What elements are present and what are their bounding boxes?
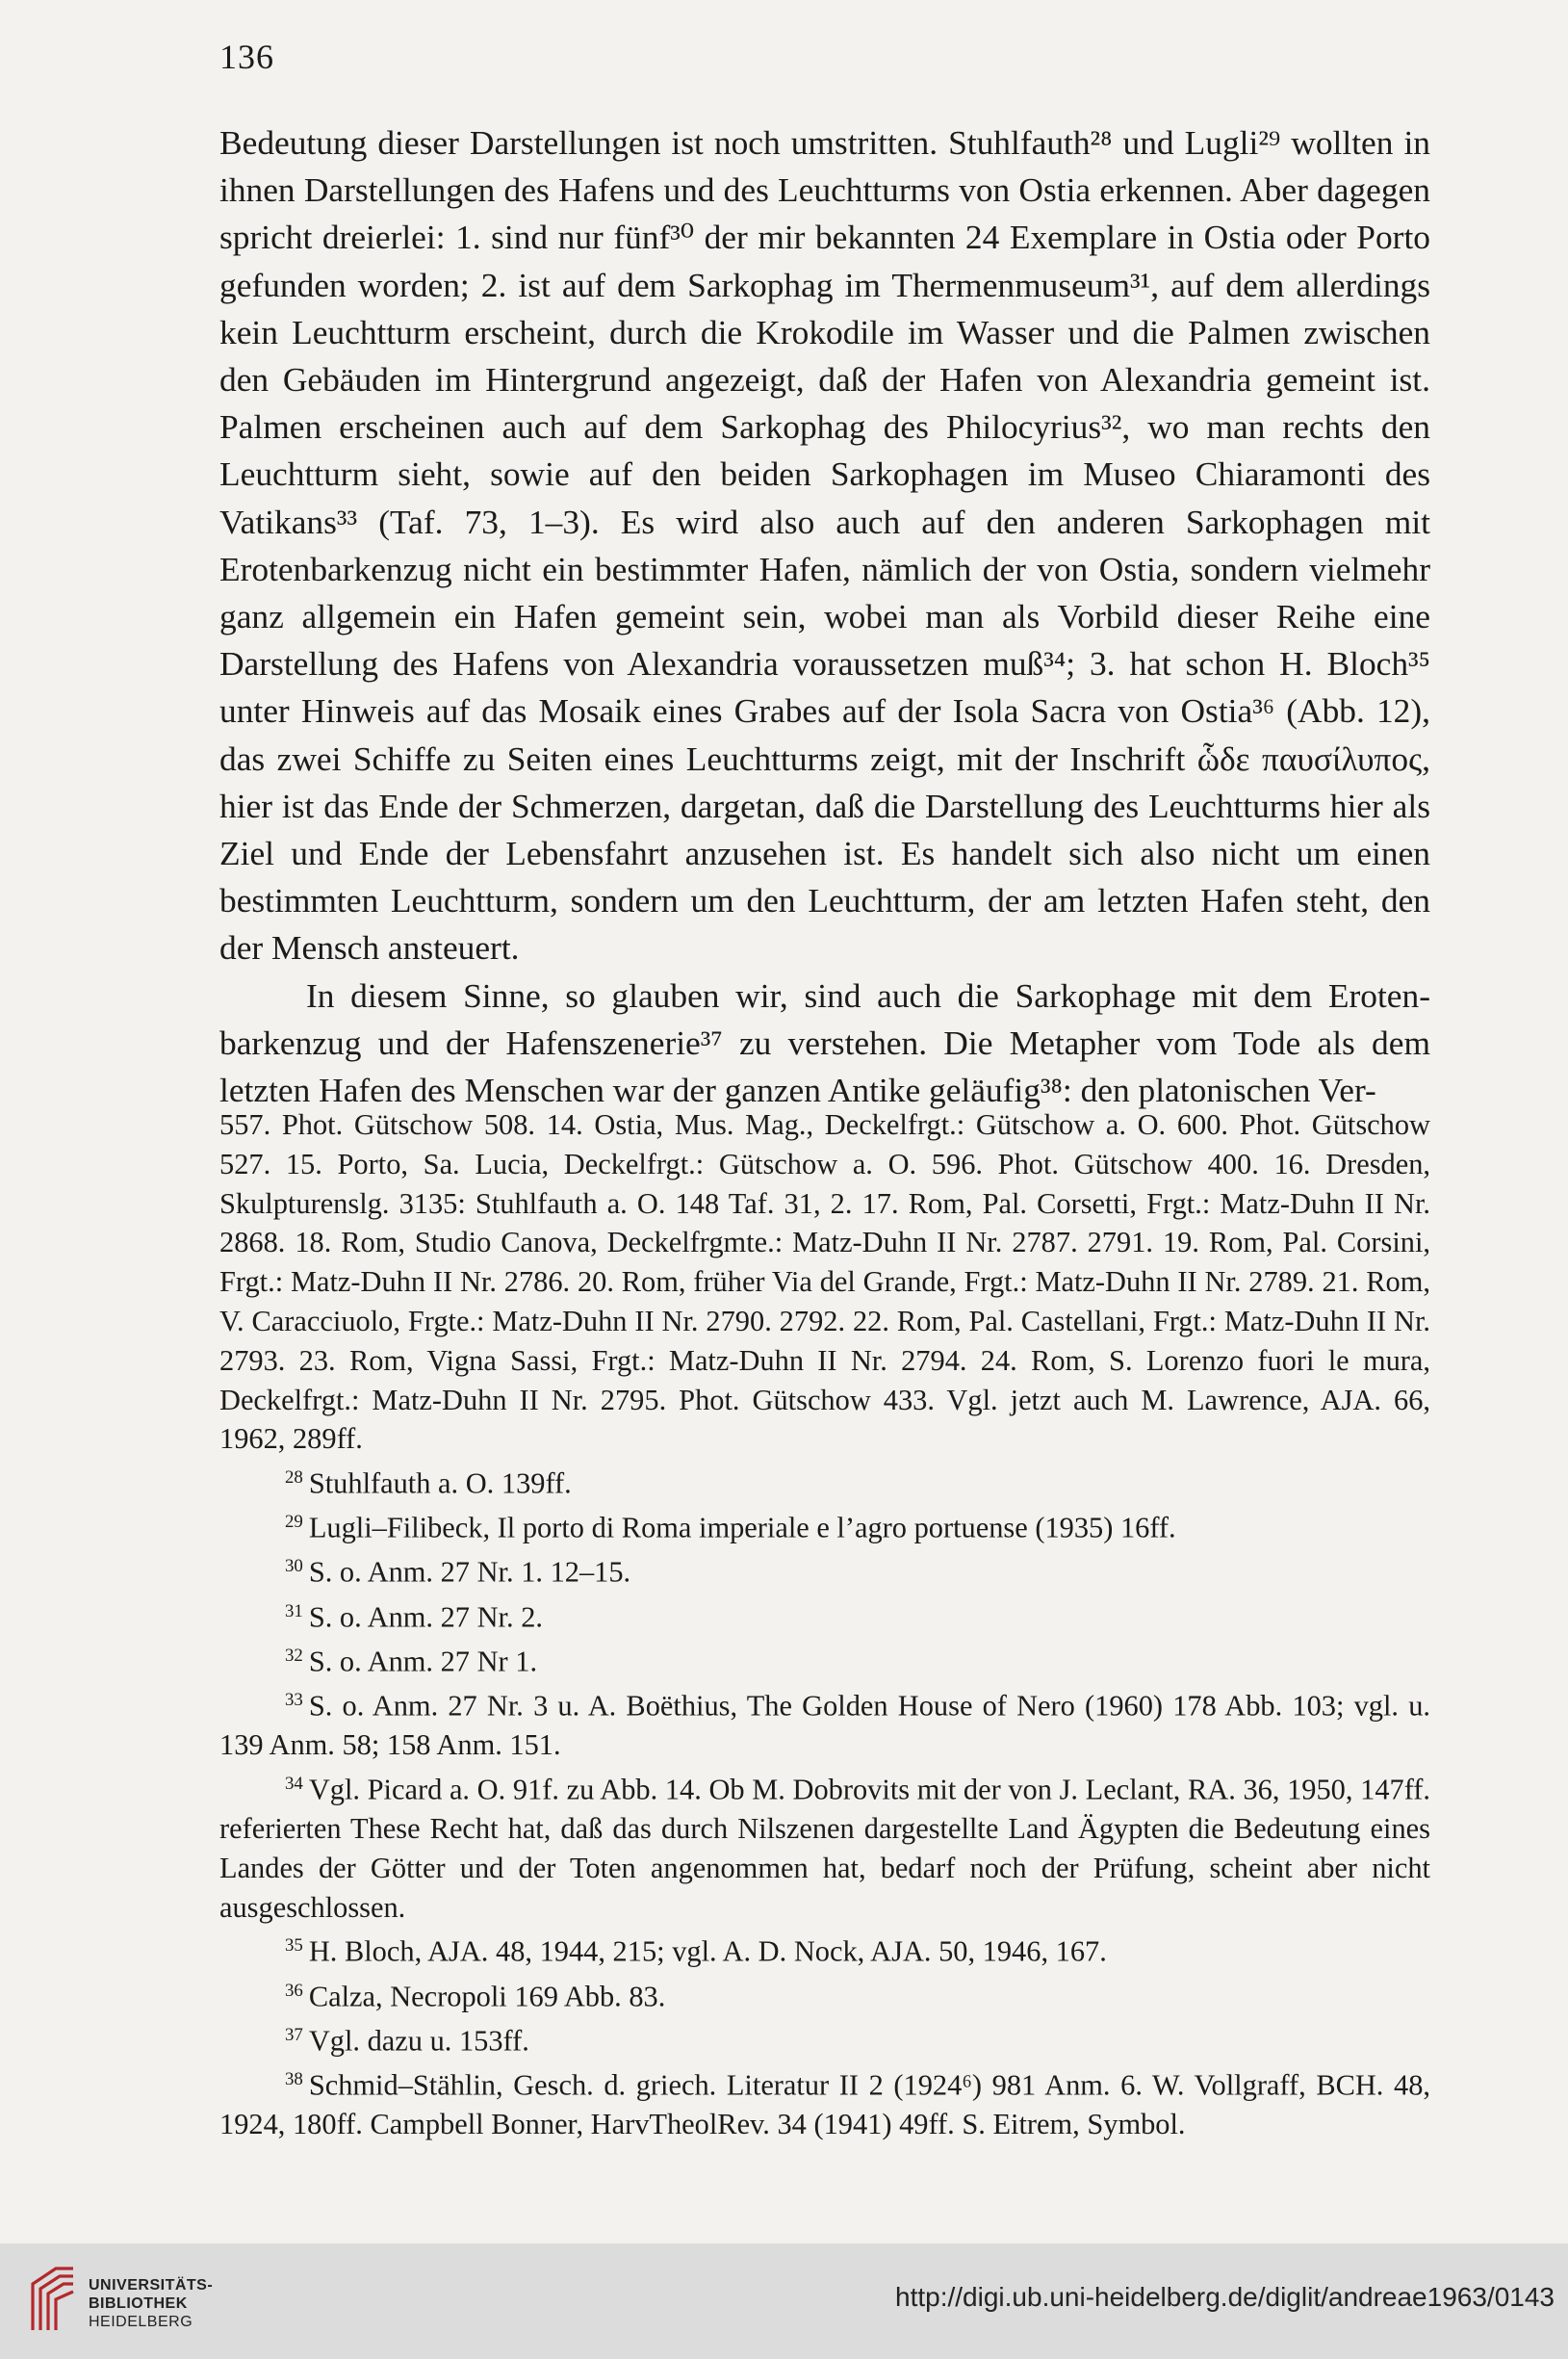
library-logo-icon [27,2263,79,2334]
footnote-number: 37 [285,2024,303,2045]
footnote [219,1765,1430,1928]
footnote-continuation: 557. Phot. Gütschow 508. 14. Ostia, Mus. Mag., Deckelfrgt.: Gütschow a. O. 600. Phot. Gütschow 527. 15. Porto, Sa. Lucia, Deckelfrgt.: Gütschow a. O. 596. Phot. Gütschow 400. 16. Dresden, Skulpturenslg. 3135: Stuhlfauth a. O. 148 Taf. 31, 2. 17. Rom, Pal. Corsetti, Frgt.: Matz-Duhn II Nr. 2868. 18. Rom, Studio Canova, Deckelfrgmte.: Matz-Duhn II Nr. 2787. 2791. 19. Rom, Pal. Corsini, Frgt.: Matz-Duhn II Nr. 2786. 20. Rom, früher Via del Grande, Frgt.: Matz-Duhn II Nr. 2789. 21. Rom, V. Caracciuolo, Frgte.: Matz-Duhn II Nr. 2790. 2792. 22. Rom, Pal. Castellani, Frgt.: Matz-Duhn II Nr. 2793. 23. Rom, Vigna Sassi, Frgt.: Matz-Duhn II Nr. 2794. 24. Rom, S. Lorenzo fuori le mura, Deckelfrgt.: Matz-Duhn II Nr. 2795. Phot. Gütschow 433. Vgl. jetzt auch M. Lawrence, AJA. 66, 1962, 289ff. [219,1108,1430,1456]
library-name-line: UNIVERSITÄTS- [89,2277,214,2294]
body-text [219,119,1430,1114]
footnote-number: 28 [285,1467,303,1489]
footnote [219,1503,1430,1547]
footnote [219,1593,1430,1637]
footnote-number: 29 [285,1512,303,1533]
footnote [219,1972,1430,2016]
footnote [219,1637,1430,1681]
footnote-text: S. o. Anm. 27 Nr. 2. [308,1600,543,1633]
footnote-text: Vgl. Picard a. O. 91f. zu Abb. 14. Ob M. Dobrovits mit der von J. Leclant, RA. 36, 1950, 147ff. referierten These Recht hat, daß das durch Nilszenen dargestellte Land Ägypten die Bedeutung eines Landes der Götter und der Toten angenommen hat, bedarf noch der Prüfung, scheint aber nicht ausgeschlossen. [219,1773,1430,1924]
footnote-number: 31 [285,1600,303,1621]
footnote-number: 38 [285,2068,303,2089]
footnote [219,2016,1430,2061]
footnote-text: S. o. Anm. 27 Nr. 3 u. A. Boëthius, The Golden House of Nero (1960) 178 Abb. 103; vgl. u. 139 Anm. 58; 158 Anm. 151. [219,1689,1430,1762]
body-paragraph: In diesem Sinne, so glauben wir, sind auch die Sarkophage mit dem Erotenbarkenzug und der Hafenszenerie³⁷ zu verstehen. Die Metapher vom Tode als dem letzten Hafen des Menschen war der ganzen Antike geläufig³⁸: den platonischen Ver- [219,975,1430,1110]
footnote-text: S. o. Anm. 27 Nr. 1. 12–15. [308,1555,631,1589]
footnotes [219,1105,1430,2144]
footnote [219,2061,1430,2144]
library-name-line: BIBLIOTHEK [89,2295,188,2312]
footnote-number: 32 [285,1645,303,1666]
footnote-number: 36 [285,1980,303,2001]
library-name [89,2276,213,2331]
library-name-line: HEIDELBERG [89,2314,193,2330]
footnote-number: 35 [285,1935,303,1957]
footnote-text: Schmid–Stählin, Gesch. d. griech. Literatur II 2 (1924⁶) 981 Anm. 6. W. Vollgraff, BCH. 48, 1924, 180ff. Campbell Bonner, HarvTheolRev. 34 (1941) 49ff. S. Eitrem, Symbol. [219,2068,1430,2141]
footnote-number: 34 [285,1773,303,1794]
body-paragraph: Bedeutung dieser Darstellungen ist noch umstritten. Stuhlfauth²⁸ und Lugli²⁹ wollten in ihnen Darstellungen des Hafens und des Leuchtturms von Ostia erkennen. Aber dagegen spricht dreierlei: 1. sind nur fünf³⁰ der mir bekannten 24 Exemplare in Ostia oder Porto gefunden worden; 2. ist auf dem Sarkophag im Thermenmuseum³¹, auf dem allerdings kein Leuchtturm erscheint, durch die Krokodile im Wasser und die Palmen zwischen den Gebäuden im Hintergrund angezeigt, daß der Hafen von Alexandria gemeint ist. Palmen erscheinen auch auf dem Sarkophag des Philocyrius³², wo man rechts den Leuchtturm sieht, sowie auf den beiden Sarkophagen im Museo Chiaramonti des Vatikans³³ (Taf. 73, 1–3). Es wird also auch auf den anderen Sarkophagen mit Erotenbarkenzug nicht ein bestimmter Hafen, nämlich der von Ostia, sondern vielmehr ganz allgemein ein Hafen gemeint sein, wobei man als Vorbild dieser Reihe eine Darstellung des Hafens von Alexandria voraussetzen muß³⁴; 3. hat schon H. Bloch³⁵ unter Hinweis auf das Mosaik eines Grabes auf der Isola Sacra von Ostia³⁶ (Abb. 12), das zwei Schiffe zu Seiten eines Leuchtturms zeigt, mit der Inschrift ὧδε παυσίλυπος, hier ist das Ende der Schmerzen, dargetan, daß die Darstellung des Leuchtturms hier als Ziel und Ende der Lebensfahrt anzusehen ist. Es handelt sich also nicht um einen bestimmten Leuchtturm, sondern um den Leuchtturm, der am letzten Hafen steht, den der Mensch ansteuert. [219,123,1430,968]
footnote-number: 30 [285,1556,303,1577]
footnote-text: Lugli–Filibeck, Il porto di Roma imperiale e l’agro portuense (1935) 16ff. [308,1511,1176,1544]
footnote [219,1547,1430,1592]
source-url-link[interactable]: http://digi.ub.uni-heidelberg.de/diglit/andreae1963/0143 [895,2282,1555,2312]
footer-bar [0,2243,1568,2359]
footnote-text: S. o. Anm. 27 Nr 1. [308,1645,538,1678]
footnote-number: 33 [285,1689,303,1710]
footnote-text: H. Bloch, AJA. 48, 1944, 215; vgl. A. D. Nock, AJA. 50, 1946, 167. [308,1934,1107,1968]
footnote-text: Stuhlfauth a. O. 139ff. [308,1466,572,1500]
footnote [219,1681,1430,1765]
footnote-text: Calza, Necropoli 169 Abb. 83. [308,1979,666,2012]
footnote [219,1927,1430,1971]
footnote [219,1459,1430,1503]
page-number: 136 [219,38,274,76]
footnote-text: Vgl. dazu u. 153ff. [308,2024,529,2058]
